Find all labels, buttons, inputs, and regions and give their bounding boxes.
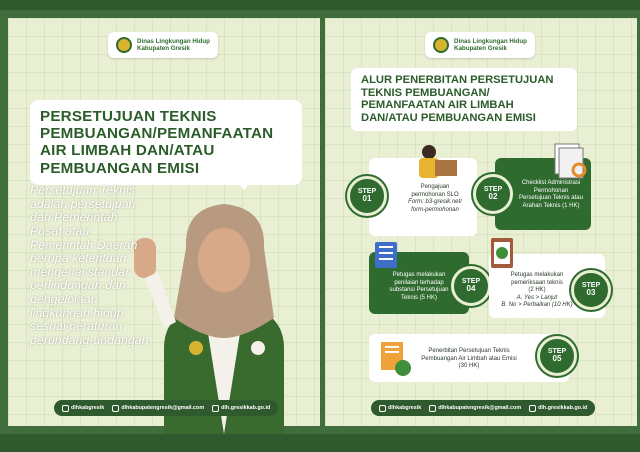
step-1-card: Pengajuan permohonan SLO Form: b3-gresik.net/ form-permohonan <box>369 158 477 236</box>
left-panel <box>8 18 320 426</box>
globe-icon <box>529 405 536 412</box>
step-2-card: Checklist Administrasi Permohonan Persetujuan Teknis atau Arahan Teknis (1 HK) <box>495 158 591 230</box>
step-1-badge: STEP 01 <box>347 176 387 216</box>
page-title: PERSETUJUAN TEKNIS PEMBUANGAN/PEMANFAATAN AIR LIMBAH DAN/ATAU PEMBUANGAN EMISI <box>30 100 302 185</box>
definition-text: Persetujuan Teknis adalah persetujuan dari Pemerintah Pusat atau Pemerintah Daerah berupa ketentuan mengenai standar perlindungan dan pengelolaan lingkungan hidup sesuai peraturan perundang-undangan <box>30 183 149 348</box>
contact-footer <box>371 400 595 416</box>
mail-icon <box>112 405 119 412</box>
clipboard-check-icon <box>487 236 519 270</box>
logo-badge-right <box>425 32 535 58</box>
globe-icon <box>212 405 219 412</box>
instagram-link[interactable]: dlhkabgresik <box>379 405 421 412</box>
email-link[interactable]: dlhkabupatengresik@gmail.com <box>429 405 521 412</box>
logo-line2: Kabupaten Gresik <box>454 45 507 52</box>
woman-photo <box>124 198 324 434</box>
step-5-badge: STEP 05 <box>537 336 577 376</box>
logo-line1: Dinas Lingkungan Hidup <box>137 37 210 45</box>
logo-line1: Dinas Lingkungan Hidup <box>454 37 527 45</box>
document-search-icon <box>551 142 591 182</box>
top-band <box>0 0 640 10</box>
contact-footer <box>54 400 278 416</box>
clipboard-list-icon <box>371 240 407 270</box>
instagram-link[interactable]: dlhkabgresik <box>62 405 104 412</box>
flow-title: ALUR PENERBITAN PERSETUJUAN TEKNIS PEMBUANGAN/ PEMANFAATAN AIR LIMBAH DAN/ATAU PEMBUANGAN EMISI <box>351 68 577 131</box>
website-link[interactable]: dlh.gresikkab.go.id <box>212 405 270 412</box>
email-link[interactable]: dlhkabupatengresik@gmail.com <box>112 405 204 412</box>
step-5-card: Penerbitan Persetujuan Teknis Pembuangan Air Limbah atau Emisi (30 HK) <box>369 334 569 382</box>
website-link[interactable]: dlh.gresikkab.go.id <box>529 405 587 412</box>
logo-line2: Kabupaten Gresik <box>137 45 190 52</box>
step-3-badge: STEP 03 <box>571 270 611 310</box>
bubble-tail <box>234 178 254 190</box>
right-panel <box>325 18 637 426</box>
instagram-icon <box>379 405 386 412</box>
instagram-icon <box>62 405 69 412</box>
logo-badge <box>108 32 218 58</box>
person-with-boxes-icon <box>411 142 461 182</box>
gresik-seal-icon <box>433 37 449 53</box>
step-3-card: Petugas melakukan pemeriksaan teknis (2 HK) A. Yes > Lanjut B. No > Perbaikan (10 HK) <box>489 254 605 318</box>
step-2-badge: STEP 02 <box>473 174 513 214</box>
approved-document-icon <box>375 340 415 378</box>
step-4-card: Petugas melakukan penilaian terhadap substansi Persetujuan Teknis (5 HK) <box>369 252 469 314</box>
mail-icon <box>429 405 436 412</box>
bottom-band <box>0 434 640 452</box>
gresik-seal-icon <box>116 37 132 53</box>
step-4-badge: STEP 04 <box>451 266 491 306</box>
